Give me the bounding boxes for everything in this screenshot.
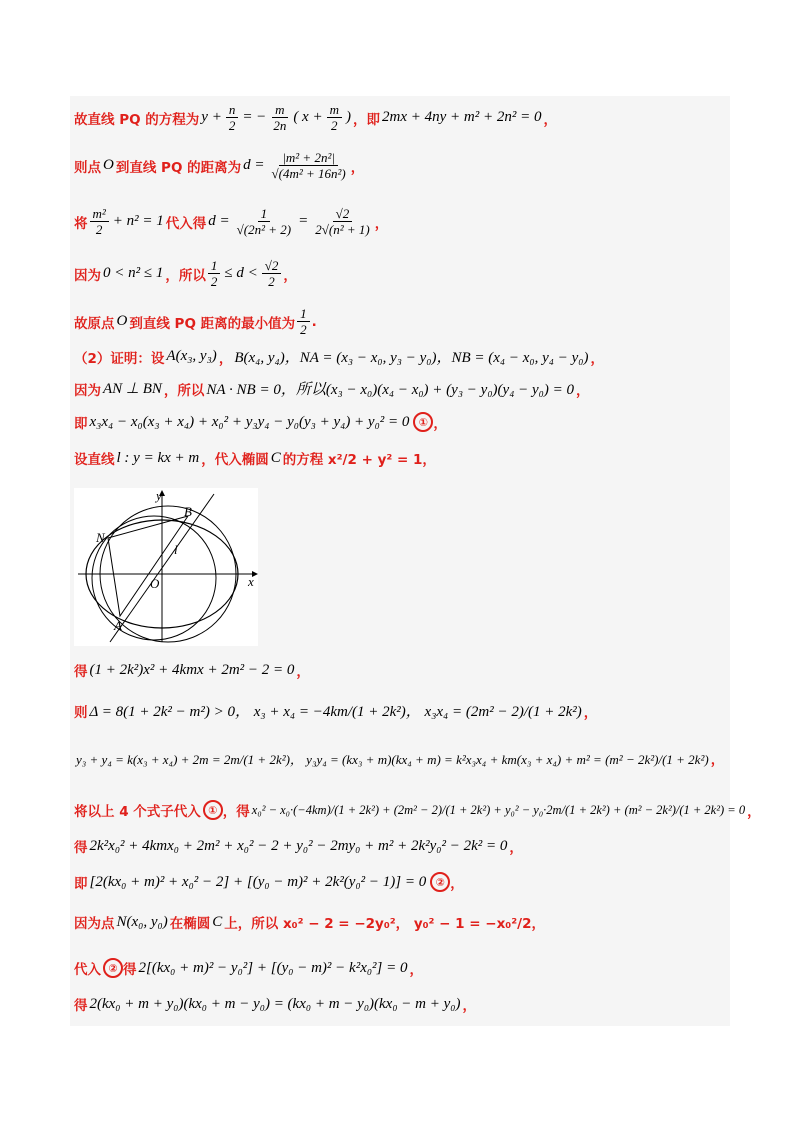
solution-line-10: [74, 660, 310, 680]
solution-line-13: [74, 800, 761, 820]
text: 即: [74, 416, 88, 432]
solution-line-9: [74, 448, 436, 468]
math: C: [270, 449, 281, 466]
fraction: $\frac{m}{2}$: [327, 102, 342, 133]
math: N(x₀, y₀): [116, 913, 168, 930]
solution-line-5: [74, 306, 317, 337]
text: 故原点: [74, 315, 115, 332]
text: 设直线: [74, 452, 115, 468]
triangle-nab: [108, 516, 188, 616]
solution-line-14: [74, 836, 523, 856]
math: x₃x₄ − x₀(x₃ + x₄) + x₀² + y₃y₄ − y₀(y₃ + y₄) + y₀² = 0: [89, 413, 410, 430]
fraction: $\frac{1}{2}$: [297, 306, 310, 337]
math: O: [103, 157, 114, 173]
math: A(x₃, y₃): [166, 348, 217, 364]
text: ，: [509, 840, 523, 856]
label-y: y: [156, 488, 162, 503]
text: 即: [74, 876, 88, 892]
solution-line-4: [74, 258, 297, 289]
text: 代入: [74, 962, 101, 978]
circled-number-2: ②: [430, 872, 450, 892]
math: 2mx + 4ny + m² + 2n² = 0: [381, 109, 542, 125]
math: ): [345, 109, 351, 125]
math: l : y = kx + m: [116, 449, 200, 466]
math: AN ⊥ BN: [103, 381, 162, 397]
fraction: $\frac{1}{\text{√(2n² + 2)}}$: [236, 206, 292, 237]
solution-line-12: [74, 748, 724, 768]
fraction: $\frac{\text{|m² + 2n²|}}{\text{√(4m² + 16n²)}}$: [271, 150, 346, 181]
ellipse-figure: [74, 488, 258, 646]
text: ，即: [352, 111, 380, 128]
text: （2）证明：设: [74, 350, 165, 367]
text: ，: [462, 998, 477, 1014]
fraction: $\frac{1}{2}$: [208, 258, 221, 289]
text: 则点: [74, 159, 101, 176]
text: ，: [590, 350, 604, 367]
solution-line-15: [74, 872, 464, 892]
text: ，: [350, 159, 365, 176]
text: ，: [296, 664, 310, 680]
text: 因为点: [74, 916, 115, 932]
ellipse-diagram: [74, 488, 258, 646]
text: ，所以: [165, 267, 206, 284]
text: ，: [218, 350, 233, 367]
fraction: $\frac{√2}{2}$: [262, 258, 282, 289]
math: ( x +: [293, 109, 323, 125]
text: ，: [543, 111, 557, 128]
label-a: A: [114, 618, 122, 633]
label-x: x: [248, 574, 254, 589]
text: ，得: [222, 804, 250, 820]
text: 因为: [74, 267, 101, 284]
text: 得: [123, 962, 137, 978]
math: d =: [208, 213, 230, 229]
label-b: B: [184, 504, 192, 519]
math: y +: [201, 109, 222, 125]
circled-number-2: ②: [103, 958, 123, 978]
fraction: $\frac{\text{m²}}{2}$: [90, 206, 109, 237]
math: = −: [242, 109, 267, 125]
label-l: l: [174, 542, 178, 557]
text: ，: [710, 752, 725, 768]
text: ，: [450, 876, 464, 892]
text: ，所以: [163, 382, 205, 399]
math: 2[(kx₀ + m)² − y₀²] + [(y₀ − m)² − k²x₀²] = 0: [138, 959, 408, 976]
math: 2k²x₀² + 4kmx₀ + 2m² + x₀² − 2 + y₀² − 2my₀ + m² + 2k²y₀² − 2k² = 0: [89, 837, 508, 854]
text: ，: [576, 382, 590, 399]
solution-line-2: [74, 150, 364, 181]
text: 将以上 4 个式子代入: [74, 804, 201, 820]
math: y₃ + y₄ = k(x₃ + x₄) + 2m = 2m/(1 + 2k²)， y₃y₄ = (kx₃ + m)(kx₄ + m) = k²x₃x₄ + km(x₃ + x₄) + m² = (m² − 2k²)/(1 + 2k²): [76, 751, 709, 767]
math: O: [116, 313, 128, 329]
math: [2(kx₀ + m)² + x₀² − 2] + [(y₀ − m)² + 2k²(y₀² − 1)] = 0: [89, 873, 427, 890]
solution-line-18: [74, 994, 476, 1014]
math: 2(kx₀ + m + y₀)(kx₀ + m − y₀) = (kx₀ + m − y₀)(kx₀ − m + y₀): [89, 995, 461, 1012]
math: ≤ d <: [224, 265, 258, 281]
text: ，: [374, 215, 389, 232]
fraction: $\frac{√2}{\text{2√(n² + 1)}}$: [315, 206, 370, 237]
text: ，: [583, 704, 598, 721]
text: 到直线 PQ 距离的最小值为: [129, 315, 296, 332]
solution-line-11: [74, 700, 597, 721]
math: NA · NB = 0，所以(x₃ − x₀)(x₄ − x₀) + (y₃ − y₀)(y₄ − y₀) = 0: [206, 382, 575, 398]
text: 故直线 PQ 的方程为: [74, 111, 200, 128]
text: 因为: [74, 382, 101, 399]
text: ，代入椭圆: [201, 452, 269, 468]
text: 则: [74, 704, 88, 721]
solution-line-17: [74, 958, 423, 978]
text: 得: [74, 998, 88, 1014]
label-o: O: [150, 576, 160, 591]
math: Δ = 8(1 + 2k² − m²) > 0， x₃ + x₄ = −4km/(1 + 2k²)， x₃x₄ = (2m² − 2)/(1 + 2k²): [89, 704, 582, 720]
text: 代入得: [165, 215, 207, 232]
math: B(x₄, y₄)，NA = (x₃ − x₀, y₃ − y₀)，NB = (x₄ − x₀, y₄ − y₀): [234, 350, 589, 366]
math: C: [212, 913, 223, 930]
text: 的方程 x²/2 + y² = 1，: [282, 452, 436, 468]
text: 得: [74, 840, 88, 856]
math: + n² = 1: [112, 213, 164, 229]
text: 将: [74, 215, 88, 232]
text: 上，所以 x₀² − 2 = −2y₀²， y₀² − 1 = −x₀²/2，: [224, 916, 545, 932]
math: =: [298, 213, 309, 229]
text: .: [311, 313, 317, 330]
text: ，: [747, 804, 761, 820]
label-n: N: [96, 530, 105, 545]
text: ，: [283, 267, 297, 284]
math: d =: [243, 157, 265, 173]
math: (1 + 2k²)x² + 4kmx + 2m² − 2 = 0: [89, 661, 295, 678]
text: 在椭圆: [169, 916, 211, 932]
fraction: $\frac{m}{2n}$: [273, 102, 287, 133]
solution-line-7: [74, 378, 590, 399]
fraction: $\frac{n}{2}$: [226, 102, 239, 133]
text: 到直线 PQ 的距离为: [115, 159, 242, 176]
text: ，: [409, 962, 424, 978]
circled-number-1: ①: [413, 412, 433, 432]
text: 得: [74, 664, 88, 680]
solution-line-1: [74, 102, 557, 133]
math: 0 < n² ≤ 1: [103, 265, 164, 281]
solution-line-8: [74, 412, 447, 432]
solution-line-6: [74, 346, 604, 367]
solution-line-3: [74, 206, 388, 237]
text: ，: [433, 416, 447, 432]
math: x₀² − x₀·(−4km)/(1 + 2k²) + (2m² − 2)/(1 + 2k²) + y₀² − y₀·2m/(1 + 2k²) + (m² − 2k²)/(1 + 2k²) = 0: [251, 802, 746, 817]
solution-line-16: [74, 912, 545, 932]
circled-number-1: ①: [203, 800, 223, 820]
